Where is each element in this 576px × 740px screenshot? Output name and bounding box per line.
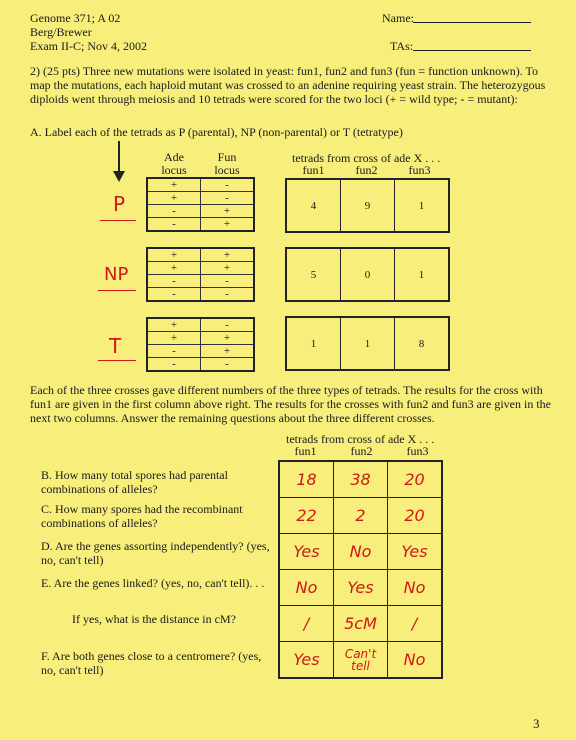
count-cell: 1 bbox=[395, 179, 450, 232]
count-table-t bbox=[285, 316, 450, 371]
answer-row-b bbox=[279, 461, 442, 498]
count-cell: 1 bbox=[286, 317, 341, 370]
answer-cell: 20 bbox=[388, 461, 443, 498]
label-underline bbox=[98, 360, 136, 361]
handwritten-label-t: T bbox=[109, 334, 122, 358]
exam-label: Exam II-C; Nov 4, 2002 bbox=[30, 39, 147, 53]
count-cell: 1 bbox=[395, 248, 450, 301]
answer-cell: 20 bbox=[388, 498, 443, 534]
count-table-np bbox=[285, 247, 450, 302]
genotype-table-np: + + + + - - - - bbox=[146, 247, 255, 302]
answer-cell: / bbox=[388, 606, 443, 642]
question-intro: 2) (25 pts) Three new mutations were isolated in yeast: fun1, fun2 and fun3 (fun = function unknown). To map the mutations, each haploid mutant was crossed to an adenine requiring yeast strain. The heterozygous diploids went through meiosis and 10 tetrads were scored for the two loci (+ = wild type; - = mutant): bbox=[30, 64, 546, 106]
part-a-prompt: A. Label each of the tetrads as P (parental), NP (non-parental) or T (tetratype) bbox=[30, 125, 403, 139]
answer-cell: Yes bbox=[388, 534, 443, 570]
answer-table bbox=[278, 460, 443, 679]
answer-cell: Can't tell bbox=[334, 642, 388, 679]
tetrad-counts-heading: tetrads from cross of ade X . . . bbox=[292, 151, 441, 165]
count-cell: 0 bbox=[341, 248, 395, 301]
instructors-label: Berg/Brewer bbox=[30, 25, 92, 39]
cross-label-fun1: fun1 bbox=[302, 163, 325, 177]
question-c: C. How many spores had the recombinant combinations of alleles? bbox=[41, 502, 243, 530]
tas-field-line bbox=[413, 50, 531, 51]
answer-cell: No bbox=[388, 570, 443, 606]
answer-cell: No bbox=[388, 642, 443, 679]
count-cell: 9 bbox=[341, 179, 395, 232]
answer-cell: No bbox=[279, 570, 334, 606]
answer-row-f bbox=[279, 642, 442, 679]
tas-label: TAs: bbox=[390, 39, 414, 53]
course-label: Genome 371; A 02 bbox=[30, 11, 121, 25]
label-underline bbox=[98, 290, 136, 291]
handwritten-label-p: P bbox=[113, 192, 126, 216]
answer-cell: Yes bbox=[334, 570, 388, 606]
answer-row-c bbox=[279, 498, 442, 534]
name-field-line bbox=[413, 22, 531, 23]
answer-cell: Yes bbox=[279, 534, 334, 570]
question-e-distance: If yes, what is the distance in cM? bbox=[72, 612, 236, 626]
handwritten-label-np: NP bbox=[104, 264, 129, 285]
answer-row-e bbox=[279, 570, 442, 606]
genotype-table-t: + - + + - + - - bbox=[146, 317, 255, 372]
answer-cell: 2 bbox=[334, 498, 388, 534]
answer-row-d bbox=[279, 534, 442, 570]
answer-cell: 38 bbox=[334, 461, 388, 498]
down-arrow-icon bbox=[112, 141, 126, 183]
explanation-paragraph: Each of the three crosses gave different numbers of the three types of tetrads. The results for the cross with fun1 are given in the first column above right. The results for the crosses with fun2 and fun3 are given in the next two columns. Answer the remaining questions about the three different crosses. bbox=[30, 383, 551, 425]
answer-row-distance bbox=[279, 606, 442, 642]
question-d: D. Are the genes assorting independently? (yes, no, can't tell) bbox=[41, 539, 270, 567]
answer-col-fun1: fun1 bbox=[294, 444, 317, 458]
count-cell: 5 bbox=[286, 248, 341, 301]
cross-label-fun2: fun2 bbox=[355, 163, 378, 177]
answer-cell: / bbox=[279, 606, 334, 642]
count-cell: 4 bbox=[286, 179, 341, 232]
cross-label-fun3: fun3 bbox=[408, 163, 431, 177]
answers-heading: tetrads from cross of ade X . . . bbox=[286, 432, 435, 446]
answer-col-fun3: fun3 bbox=[406, 444, 429, 458]
answer-cell: 18 bbox=[279, 461, 334, 498]
answer-col-fun2: fun2 bbox=[350, 444, 373, 458]
answer-cell: No bbox=[334, 534, 388, 570]
fun-locus-heading: Fun locus bbox=[214, 150, 240, 177]
answer-cell: 5cM bbox=[334, 606, 388, 642]
ade-locus-heading: Ade locus bbox=[161, 150, 187, 177]
count-cell: 8 bbox=[395, 317, 450, 370]
answer-cell: 22 bbox=[279, 498, 334, 534]
question-e: E. Are the genes linked? (yes, no, can't tell). . . bbox=[41, 576, 265, 590]
page-number: 3 bbox=[533, 716, 540, 731]
label-underline bbox=[100, 220, 136, 221]
count-table-p bbox=[285, 178, 450, 233]
genotype-table-p: + - + - - + - + bbox=[146, 177, 255, 232]
question-b: B. How many total spores had parental combinations of alleles? bbox=[41, 468, 228, 496]
answer-cell: Yes bbox=[279, 642, 334, 679]
count-cell: 1 bbox=[341, 317, 395, 370]
question-f: F. Are both genes close to a centromere? (yes, no, can't tell) bbox=[41, 649, 262, 677]
name-label: Name: bbox=[382, 11, 414, 25]
